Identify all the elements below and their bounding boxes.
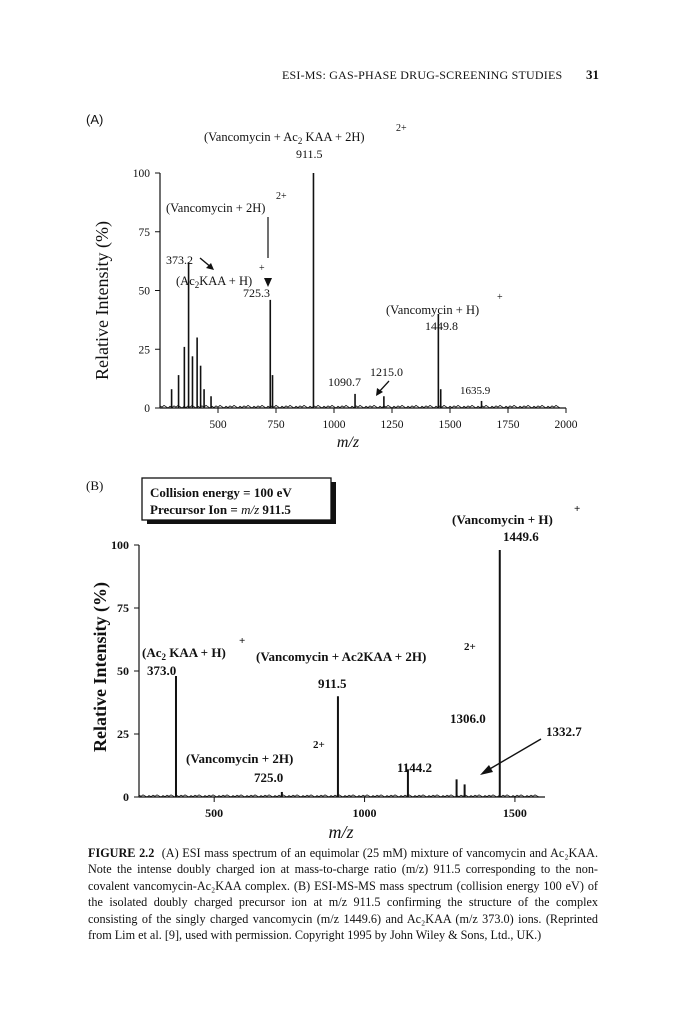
a-ann-ac2kaa: $(Ac_2KAA + H)$ xyxy=(176,274,253,290)
running-title: ESI-MS: GAS-PHASE DRUG-SCREENING STUDIES xyxy=(282,68,563,82)
a-ann-vancoh-charge: + xyxy=(497,292,503,303)
b-ann-complex: (Vancomycin + Ac2KAA + 2H) xyxy=(256,649,427,664)
b-arrowhead-1332 xyxy=(480,765,493,775)
b-ann-complex-charge: 2+ xyxy=(464,641,476,653)
b-y-tick-label: 100 xyxy=(111,538,129,552)
a-ann-1090: 1090.7 xyxy=(328,375,361,389)
a-x-tick-label: 750 xyxy=(267,419,285,431)
a-y-axis-label: Relative Intensity (%) xyxy=(92,221,112,380)
b-y-tick-label: 50 xyxy=(117,664,129,678)
a-x-axis-label: m/z xyxy=(336,434,360,451)
a-x-tick-label: 1500 xyxy=(438,419,462,431)
b-ann-1332: 1332.7 xyxy=(546,724,582,739)
panel-a-label: (A) xyxy=(86,112,104,127)
b-x-tick-label: 500 xyxy=(205,806,224,820)
b-ann-ac2kaa: ($Ac_2$ KAA + H) xyxy=(142,645,226,662)
a-ann-911: 911.5 xyxy=(296,147,323,161)
b-y-tick-label: 25 xyxy=(117,727,129,741)
a-ann-1635: 1635.9 xyxy=(460,385,491,397)
figure-caption xyxy=(88,845,598,943)
b-ann-vancoh-charge: + xyxy=(574,503,581,515)
b-arrow-1332 xyxy=(488,739,541,770)
a-x-tick-label: 2000 xyxy=(554,419,578,431)
caption-text: (A) ESI mass spectrum of an equimolar (25 mM) mixture of vancomycin and Ac₂KAA. Note the intense doubly charged ion at mass-to-charge ratio (m/z) 911.5 corresponding to the non-covalent vancomycin-Ac₂KAA complex. (B) ESI-MS-MS mass spectrum (collision energy 100 eV) of the isolated doubly charged precursor ion at m/z 911.5 confirming the structure of the complex consisting of the singly charged vancomycin (m/z 1449.6) and Ac₂KAA (m/z 373.0) ions. (Reprinted from Lim et al. [9], used with permission. Copyright 1995 by John Wiley & Sons, Ltd., UK.) xyxy=(88,846,598,943)
a-ann-complex-charge: 2+ xyxy=(396,123,407,134)
b-y-ticks xyxy=(111,538,139,804)
caption-label: FIGURE 2.2 xyxy=(88,846,155,860)
b-x-ticks xyxy=(205,797,527,820)
a-ann-vanco2h-charge: 2+ xyxy=(276,191,287,202)
a-ann-1215: 1215.0 xyxy=(370,365,403,379)
b-y-tick-label: 0 xyxy=(123,790,129,804)
b-ann-911: 911.5 xyxy=(318,676,347,691)
a-x-tick-label: 1250 xyxy=(380,419,404,431)
a-x-tick-label: 1000 xyxy=(322,419,346,431)
b-y-axis-label: Relative Intensity (%) xyxy=(90,582,110,752)
b-ann-vanco2h-charge: 2+ xyxy=(313,739,325,751)
a-y-tick-label: 75 xyxy=(138,226,150,239)
b-ann-vanco2h: (Vancomycin + 2H) xyxy=(186,751,294,766)
b-ann-ac2kaa-charge: + xyxy=(239,635,246,647)
b-x-tick-label: 1500 xyxy=(502,806,527,820)
b-box-line1: Collision energy = 100 eV xyxy=(150,485,292,500)
b-ann-1306: 1306.0 xyxy=(450,711,486,726)
b-ann-1144: 1144.2 xyxy=(397,760,433,775)
a-y-tick-label: 50 xyxy=(138,285,150,298)
page-number: 31 xyxy=(586,67,599,82)
b-y-tick-label: 75 xyxy=(117,601,129,615)
panel-b-label: (B) xyxy=(86,478,104,493)
a-ann-373: 373.2 xyxy=(166,253,193,267)
a-y-tick-label: 0 xyxy=(144,403,150,415)
a-x-tick-label: 1750 xyxy=(496,419,520,431)
a-ann-725: 725.3 xyxy=(243,286,270,300)
a-ann-complex: (Vancomycin + $Ac_2$ KAA + 2H) xyxy=(204,130,365,146)
b-ann-1449: 1449.6 xyxy=(503,529,539,544)
b-ann-373: 373.0 xyxy=(147,663,177,678)
a-y-tick-label: 100 xyxy=(132,168,150,180)
b-ann-725: 725.0 xyxy=(254,770,284,785)
a-y-tick-label: 25 xyxy=(138,344,150,357)
b-ann-vancoh: (Vancomycin + H) xyxy=(452,512,553,527)
a-ann-ac2kaa-charge: + xyxy=(259,263,265,274)
b-x-tick-label: 1000 xyxy=(352,806,377,820)
a-ann-vanco2h: (Vancomycin + 2H) xyxy=(166,201,266,215)
b-x-axis-label: m/z xyxy=(328,822,354,842)
b-box-line2: Precursor Ion = m/z 911.5 xyxy=(150,502,291,517)
a-ann-1449: 1449.8 xyxy=(425,319,458,333)
a-ann-vancoh: (Vancomycin + H) xyxy=(386,303,480,317)
a-x-tick-label: 500 xyxy=(209,419,227,431)
